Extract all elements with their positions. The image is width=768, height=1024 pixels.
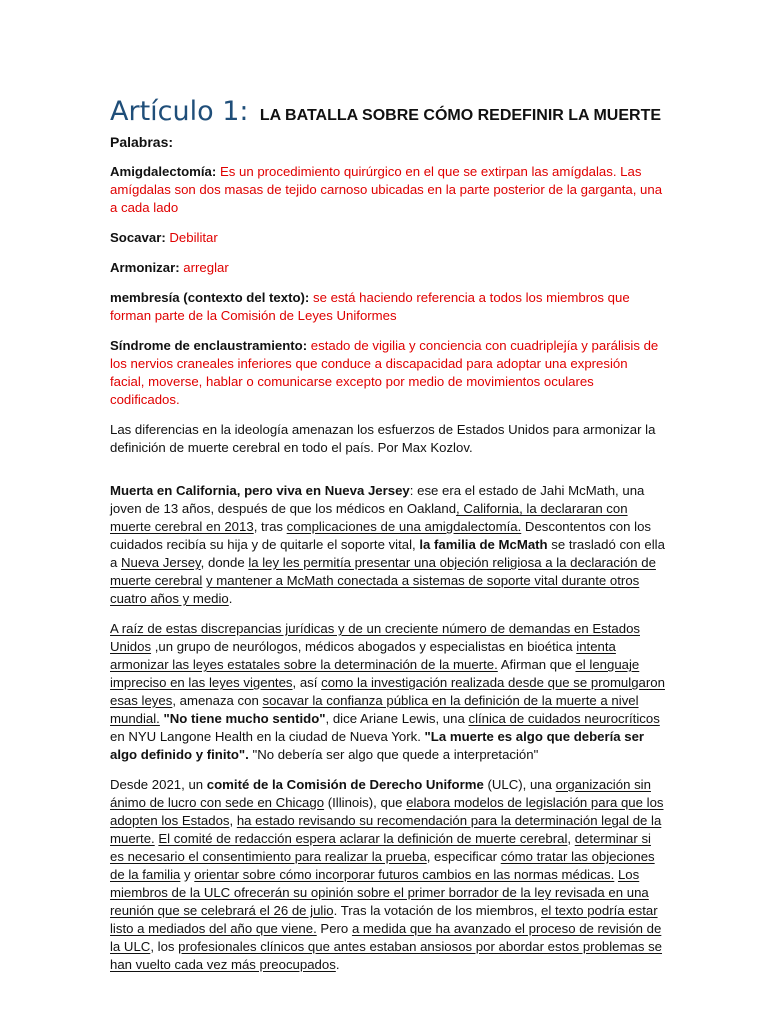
text-run: ,un grupo de neurólogos, médicos abogados y especialistas en bioética [151, 639, 577, 654]
definition-item [110, 229, 665, 247]
definitions-list [110, 163, 665, 409]
definition-item [110, 337, 665, 409]
text-run: Descontentos con los cuidados recibía su hija y de quitarle el soporte vital, [110, 519, 652, 552]
underlined-text: , California, la declararan con muerte cerebral en 2013 [110, 501, 628, 534]
text-run: . [228, 591, 233, 606]
definition-term: membresía (contexto del texto): [110, 290, 310, 305]
article-title [110, 96, 665, 127]
definition-term: Amigdalectomía: [110, 164, 217, 179]
definition-meaning: arreglar [183, 260, 229, 275]
text-run: . Tras la votación de los miembros, [333, 903, 542, 918]
text-run: , donde [200, 555, 249, 570]
text-run: , tras [253, 519, 287, 534]
definition-meaning: se está haciendo referencia a todos los miembros que forman parte de la Comisión de Leyes Uniformes [110, 290, 630, 323]
text-run: . [335, 957, 340, 972]
definition-meaning: Es un procedimiento quirúrgico en el que se extirpan las amígdalas. Las amígdalas son dos masas de tejido carnoso ubicadas en la parte posterior de la garganta, una a cada lado [110, 164, 663, 215]
bold-text: comité de la Comisión de Derecho Uniforme [206, 777, 484, 792]
definition-item [110, 259, 665, 277]
underlined-text: organización sin ánimo de lucro con sede en Chicago [110, 777, 651, 810]
definition-meaning: Debilitar [169, 230, 218, 245]
body-paragraph [110, 776, 665, 974]
text-run: Desde 2021, un [110, 777, 207, 792]
underlined-text: el texto podría estar listo a mediados del año que viene. [110, 903, 658, 936]
underlined-text: orientar sobre cómo incorporar futuros cambios en las normas médicas. [194, 867, 615, 882]
bold-text: la familia de McMath [419, 537, 548, 552]
text-run: "No debería ser algo que quede a interpretación" [248, 747, 539, 762]
text-run: se trasladó con ella a [110, 537, 665, 570]
underlined-text: socavar la confianza pública en la definición de la muerte a nivel mundial. [110, 693, 639, 726]
underlined-text: A raíz de estas discrepancias jurídicas y de un creciente número de demandas en Estados Unidos [110, 621, 640, 654]
definition-term: Socavar: [110, 230, 166, 245]
underlined-text: profesionales clínicos que antes estaban ansiosos por abordar estos problemas se han vuelto cada vez más preocupados [110, 939, 663, 972]
text-run: , los [150, 939, 179, 954]
definition-item [110, 289, 665, 325]
bold-text: Muerta en California, pero viva en Nueva Jersey [110, 483, 410, 498]
underlined-text: ha estado revisando su recomendación para la determinación legal de la muerte. [110, 813, 662, 846]
document-body [110, 96, 665, 974]
underlined-text: elabora modelos de legislación para que los adopten los Estados [110, 795, 664, 828]
underlined-text: y mantener a McMath conectada a sistemas de soporte vital durante otros cuatro años y medio [110, 573, 640, 606]
underlined-text: Los miembros de la ULC ofrecerán su opinión sobre el primer borrador de la ley revisada en una reunión que se celebrará el 26 de julio [110, 867, 649, 918]
underlined-text: clínica de cuidados neurocríticos [468, 711, 660, 726]
underlined-text: determinar si es necesario el consentimiento para realizar la prueba [110, 831, 651, 864]
definition-term: Armonizar: [110, 260, 180, 275]
text-run: (Illinois), que [324, 795, 407, 810]
underlined-text: la ley les permitía presentar una objeción religiosa a la declaración de muerte cerebral [110, 555, 656, 588]
text-run: , dice Ariane Lewis, una [325, 711, 469, 726]
text-run: y [180, 867, 195, 882]
body-paragraph [110, 620, 665, 764]
text-run: : ese era el estado de Jahi McMath, una joven de 13 años, después de que los médicos en Oakland [110, 483, 645, 516]
underlined-text: como la investigación realizada desde que se promulgaron esas leyes [110, 675, 665, 708]
underlined-text: intenta armonizar las leyes estatales sobre la determinación de la muerte. [110, 639, 616, 672]
body-paragraph [110, 482, 665, 608]
text-run: , [229, 813, 237, 828]
intro-paragraph: Las diferencias en la ideología amenazan los esfuerzos de Estados Unidos para armonizar la definición de muerte cerebral en todo el país. Por Max Kozlov. [110, 422, 656, 455]
article-headline: LA BATALLA SOBRE CÓMO REDEFINIR LA MUERTE [259, 107, 662, 124]
text-run: Pero [316, 921, 352, 936]
words-heading: Palabras: [110, 134, 174, 150]
bold-text: "No tiene mucho sentido" [163, 711, 326, 726]
text-run: en NYU Langone Health en la ciudad de Nueva York. [110, 729, 425, 744]
underlined-text: a medida que ha avanzado el proceso de revisión de la ULC [110, 921, 662, 954]
underlined-text: el lenguaje impreciso en las leyes vigentes [110, 657, 640, 690]
definition-item [110, 163, 665, 217]
text-run: , [567, 831, 575, 846]
bold-text: "La muerte es algo que debería ser algo definido y finito". [110, 729, 645, 762]
definition-term: Síndrome de enclaustramiento: [110, 338, 308, 353]
text-run: Afirman que [497, 657, 576, 672]
article-number: Artículo 1: [110, 96, 249, 127]
text-run: (ULC), una [483, 777, 556, 792]
text-run: , amenaza con [172, 693, 263, 708]
underlined-text: cómo tratar las objeciones de la familia [110, 849, 655, 882]
underlined-text: complicaciones de una amigdalectomía. [286, 519, 522, 534]
underlined-text: Nueva Jersey [121, 555, 201, 570]
definition-meaning: estado de vigilia y conciencia con cuadriplejía y parálisis de los nervios craneales inferiores que conduce a discapacidad para adoptar una expresión facial, moverse, hablar o comunicarse excepto por medio de movimientos oculares codificados. [110, 338, 659, 407]
text-run: , así [292, 675, 322, 690]
text-run: , especificar [426, 849, 501, 864]
underlined-text: El comité de redacción espera aclarar la definición de muerte cerebral [158, 831, 568, 846]
